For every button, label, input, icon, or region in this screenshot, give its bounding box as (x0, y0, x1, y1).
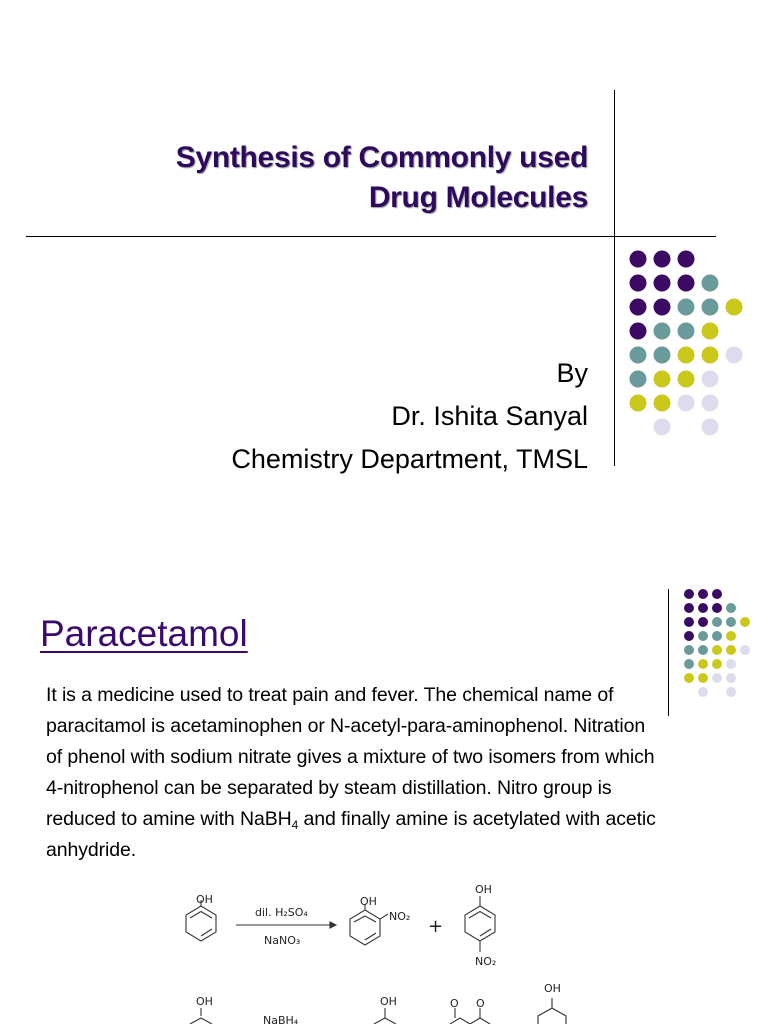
decoration-dot (726, 603, 736, 613)
decoration-dot (654, 323, 671, 340)
decoration-dot (698, 589, 708, 599)
decoration-dot (726, 631, 736, 641)
reagent-top: dil. H₂SO₄ (255, 906, 308, 919)
decoration-dot (698, 687, 708, 697)
oh-label: OH (196, 995, 213, 1008)
decoration-dot (702, 275, 719, 292)
paragraph-text-end: and finally amine is acetylated with acetic anhydride. (46, 808, 656, 861)
dot-grid-decoration-small (678, 586, 758, 698)
decoration-dot (684, 659, 694, 669)
decoration-dot (712, 617, 722, 627)
decoration-dot (712, 645, 722, 655)
reaction-scheme (160, 876, 600, 1024)
decoration-dot (712, 673, 722, 683)
title-line-1: Synthesis of Commonly used (175, 141, 588, 174)
no2-label: NO₂ (475, 955, 497, 968)
oh-label: OH (544, 982, 561, 995)
o-label: O (450, 997, 459, 1010)
decoration-dot (726, 645, 736, 655)
paragraph-text: It is a medicine used to treat pain and fever. The chemical name of paracitamol is acetaminophen or N-acetyl-para-aminophenol. Nitration of phenol with sodium nitrate gives a mixture of two isomers from which 4-nitrophenol can be separated by steam distillation. Nitro group is reduced to amine with NaBH (46, 684, 655, 830)
oh-label: OH (380, 995, 397, 1008)
reagent-2: NaBH₄ (263, 1014, 299, 1024)
decoration-dot (698, 631, 708, 641)
decoration-dot (684, 589, 694, 599)
divider-vertical-small (668, 589, 669, 716)
decoration-dot (726, 673, 736, 683)
decoration-dot (702, 395, 719, 412)
decoration-dot (684, 631, 694, 641)
decoration-dot (712, 659, 722, 669)
oh-label: OH (360, 895, 377, 908)
by-label: By (556, 358, 588, 388)
decoration-dot (684, 645, 694, 655)
decoration-dot (630, 323, 647, 340)
decoration-dot (726, 617, 736, 627)
decoration-dot (740, 617, 750, 627)
decoration-dot (702, 371, 719, 388)
decoration-dot (630, 251, 647, 268)
dot-grid-decoration (620, 248, 750, 438)
decoration-dot (726, 299, 743, 316)
decoration-dot (678, 371, 695, 388)
decoration-dot (654, 299, 671, 316)
author-block (120, 352, 588, 481)
decoration-dot (684, 603, 694, 613)
decoration-dot (698, 603, 708, 613)
section-heading: Paracetamol (40, 613, 248, 654)
decoration-dot (726, 347, 743, 364)
decoration-dot (678, 347, 695, 364)
oh-label: OH (475, 883, 492, 896)
decoration-dot (654, 395, 671, 412)
decoration-dot (726, 659, 736, 669)
plus-sign: + (428, 916, 444, 937)
decoration-dot (654, 419, 671, 436)
decoration-dot (678, 323, 695, 340)
decoration-dot (702, 347, 719, 364)
decoration-dot (654, 347, 671, 364)
decoration-dot (678, 395, 695, 412)
divider-vertical (614, 90, 615, 466)
decoration-dot (702, 299, 719, 316)
decoration-dot (654, 251, 671, 268)
decoration-dot (630, 371, 647, 388)
decoration-dot (630, 395, 647, 412)
decoration-dot (654, 275, 671, 292)
decoration-dot (726, 687, 736, 697)
decoration-dot (698, 617, 708, 627)
reagent-bottom: NaNO₃ (264, 934, 301, 947)
oh-label: OH (196, 893, 213, 906)
decoration-dot (684, 673, 694, 683)
decoration-dot (630, 299, 647, 316)
decoration-dot (698, 659, 708, 669)
decoration-dot (712, 589, 722, 599)
divider-horizontal (26, 236, 716, 237)
decoration-dot (698, 673, 708, 683)
decoration-dot (678, 251, 695, 268)
decoration-dot (630, 275, 647, 292)
no2-label: NO₂ (389, 910, 411, 923)
decoration-dot (630, 347, 647, 364)
title-line-2: Drug Molecules (368, 181, 588, 214)
o-label: O (476, 997, 485, 1010)
body-paragraph (46, 680, 662, 866)
decoration-dot (684, 617, 694, 627)
decoration-dot (678, 299, 695, 316)
decoration-dot (698, 645, 708, 655)
decoration-dot (702, 419, 719, 436)
author-name: Dr. Ishita Sanyal (391, 401, 588, 431)
decoration-dot (712, 631, 722, 641)
decoration-dot (702, 323, 719, 340)
decoration-dot (712, 603, 722, 613)
decoration-dot (654, 371, 671, 388)
department-name: Chemistry Department, TMSL (231, 444, 588, 474)
decoration-dot (740, 645, 750, 655)
decoration-dot (678, 275, 695, 292)
subscript-4: 4 (291, 818, 299, 832)
slide-title (40, 138, 588, 218)
